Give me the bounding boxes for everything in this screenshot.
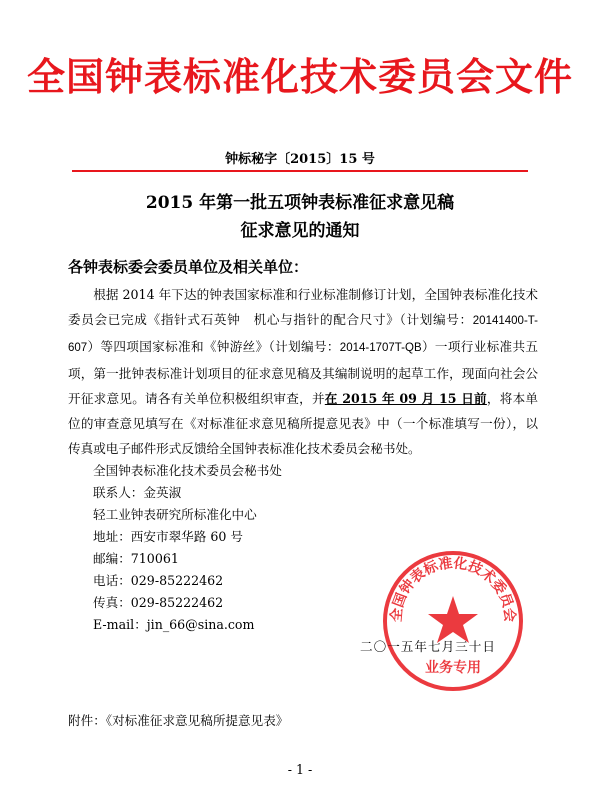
- contact-institute: 轻工业钟表研究所标准化中心: [93, 507, 257, 522]
- red-divider: [72, 170, 528, 172]
- document-number: 钟标秘字〔2015〕15 号: [225, 152, 375, 167]
- contact-email: E-mail：jin_66@sina.com: [93, 617, 255, 632]
- page-number: - 1 -: [287, 762, 313, 777]
- official-seal: [378, 546, 528, 696]
- document-header: 全国钟表标准化技术委员会文件: [26, 55, 573, 99]
- contact-phone: 电话：029-85222462: [93, 573, 224, 588]
- plan-code-2: 2014-1707T-QB: [339, 342, 422, 354]
- contact-person: 联系人：金英淑: [93, 485, 182, 500]
- attachment-note: 附件：《对标准征求意见稿所提意见表》: [68, 713, 289, 728]
- addressee: 各钟表标委会委员单位及相关单位：: [68, 258, 309, 276]
- document-title-line1: 2015 年第一批五项钟表标准征求意见稿: [145, 193, 455, 213]
- seal-ring-text: 全国钟表标准化技术委员会: [388, 555, 518, 623]
- contact-postcode: 邮编：710061: [93, 551, 179, 566]
- body-paragraph: [68, 282, 538, 461]
- document-title-line2: 征求意见的通知: [240, 221, 360, 241]
- contact-block: [93, 460, 282, 636]
- contact-org: 全国钟表标准化技术委员会秘书处: [93, 463, 282, 478]
- issue-date: 二〇一五年七月三十日: [360, 639, 496, 654]
- body-text-4: ，将本单位的审查意见填写在《对标准征求意见稿所提意见表》中（一个标准填写一份），以传真或电子邮件形式反馈给全国钟表标准化技术委员会秘书处。: [68, 391, 539, 456]
- seal-bottom-text: 业务专用: [425, 660, 481, 676]
- plan-code-1: 20141400-T-607: [68, 315, 538, 354]
- body-text-1: 根据 2014 年下达的钟表国家标准和行业标准制修订计划，全国钟表标准化技术委员会已完成《指针式石英钟 机心与指针的配合尺寸》（计划编号：: [68, 287, 538, 327]
- body-text-2: ）等四项国家标准和《钟游丝》（计划编号：: [87, 339, 340, 354]
- deadline: 在 2015 年 09 月 15 日前: [324, 391, 487, 406]
- body-text-3: ）一项行业标准共五项，第一批钟表标准计划项目的征求意见稿及其编制说明的起草工作，现面向社会公开征求意见。请各有关单位积极组织审查，并: [68, 339, 538, 406]
- contact-address: 地址：西安市翠华路 60 号: [93, 529, 243, 544]
- contact-fax: 传真：029-85222462: [93, 595, 224, 610]
